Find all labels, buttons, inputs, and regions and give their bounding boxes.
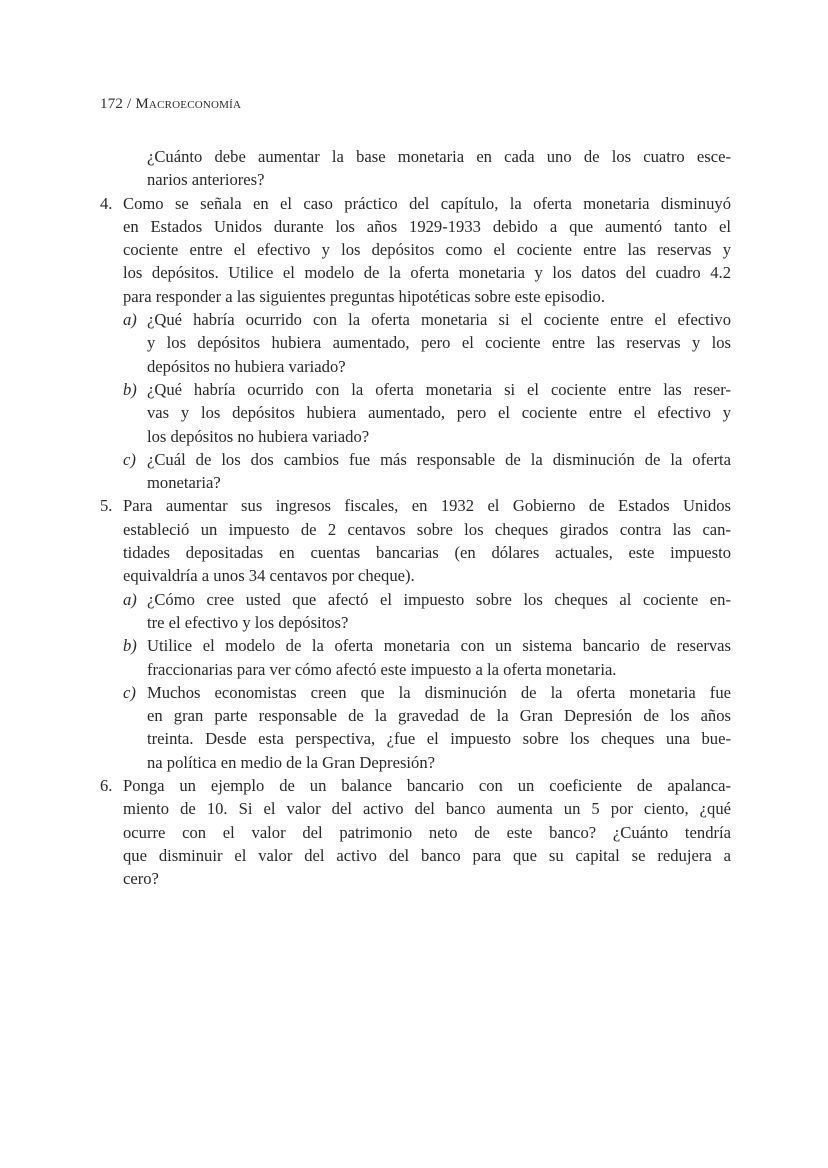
text-line: ¿Qué habría ocurrido con la oferta monetaria si el cociente entre las reser- bbox=[147, 379, 731, 399]
text-line: ¿Cuál de los dos cambios fue más responsable de la disminución de la oferta bbox=[147, 449, 731, 469]
continuation-paragraph bbox=[100, 145, 731, 192]
text-line: ocurre con el valor del patrimonio neto de este banco? ¿Cuánto tendría bbox=[123, 822, 731, 842]
exercise-list bbox=[100, 145, 731, 891]
text-line: para responder a las siguientes preguntas hipotéticas sobre este episodio. bbox=[123, 286, 605, 306]
text-line: estableció un impuesto de 2 centavos sobre los cheques girados contra las can- bbox=[123, 519, 731, 539]
text-line: ¿Cuánto debe aumentar la base monetaria en cada uno de los cuatro esce- bbox=[147, 147, 731, 166]
text-line: na política en medio de la Gran Depresión? bbox=[147, 752, 435, 772]
item-marker: 6. bbox=[100, 776, 113, 796]
item-marker: b) bbox=[123, 636, 137, 656]
exercise-subitem bbox=[100, 448, 731, 495]
text-line: Utilice el modelo de la oferta monetaria con un sistema bancario de reservas bbox=[147, 636, 731, 656]
text-line: Como se señala en el caso práctico del capítulo, la oferta monetaria disminuyó bbox=[123, 193, 731, 213]
text-line: monetaria? bbox=[147, 473, 221, 493]
text-line: que disminuir el valor del activo del banco para que su capital se redujera a bbox=[123, 845, 731, 865]
item-marker: 4. bbox=[100, 193, 113, 213]
text-line: cociente entre el efectivo y los depósitos como el cociente entre las reservas y bbox=[123, 240, 731, 260]
text-line: depósitos no hubiera variado? bbox=[147, 356, 346, 376]
text-line: Muchos economistas creen que la disminución de la oferta monetaria fue bbox=[147, 682, 731, 702]
item-marker: 5. bbox=[100, 496, 113, 516]
item-marker: a) bbox=[123, 589, 137, 609]
text-line: equivaldría a unos 34 centavos por cheque). bbox=[123, 566, 415, 586]
exercise-subitem bbox=[100, 681, 731, 774]
text-line: en Estados Unidos durante los años 1929-1933 debido a que aumentó tanto el bbox=[123, 216, 731, 236]
header-separator: / bbox=[123, 96, 136, 112]
text-line: tre el efectivo y los depósitos? bbox=[147, 612, 349, 632]
text-line: treinta. Desde esta perspectiva, ¿fue el impuesto sobre los cheques una bue- bbox=[147, 729, 731, 749]
text-line: narios anteriores? bbox=[147, 170, 265, 190]
exercise-subitem bbox=[100, 588, 731, 635]
item-marker: b) bbox=[123, 379, 137, 399]
text-line: cero? bbox=[123, 869, 159, 889]
text-line: fraccionarias para ver cómo afectó este impuesto a la oferta monetaria. bbox=[147, 659, 617, 679]
item-marker: c) bbox=[123, 682, 136, 702]
running-title: Macroeconomía bbox=[135, 96, 242, 112]
text-line: ¿Qué habría ocurrido con la oferta monetaria si el cociente entre el efectivo bbox=[147, 310, 731, 330]
text-line: los depósitos. Utilice el modelo de la oferta monetaria y los datos del cuadro 4.2 bbox=[123, 263, 731, 283]
exercise-item bbox=[100, 774, 731, 890]
item-marker: a) bbox=[123, 310, 137, 330]
exercise-item bbox=[100, 494, 731, 587]
text-line: vas y los depósitos hubiera aumentado, pero el cociente entre el efectivo y bbox=[147, 403, 731, 423]
exercise-subitem bbox=[100, 378, 731, 448]
exercise-item bbox=[100, 192, 731, 308]
text-line: tidades depositadas en cuentas bancarias (en dólares actuales, este impuesto bbox=[123, 543, 731, 563]
exercise-subitem bbox=[100, 308, 731, 378]
text-line: ¿Cómo cree usted que afectó el impuesto sobre los cheques al cociente en- bbox=[147, 589, 731, 609]
text-line: Ponga un ejemplo de un balance bancario con un coeficiente de apalanca- bbox=[123, 776, 731, 796]
exercise-subitem bbox=[100, 634, 731, 681]
text-line: miento de 10. Si el valor del activo del banco aumenta un 5 por ciento, ¿qué bbox=[123, 799, 731, 819]
page-number: 172 bbox=[100, 96, 124, 112]
running-header bbox=[100, 96, 241, 113]
text-line: los depósitos no hubiera variado? bbox=[147, 426, 370, 446]
text-line: Para aumentar sus ingresos fiscales, en 1932 el Gobierno de Estados Unidos bbox=[123, 496, 731, 516]
text-line: en gran parte responsable de la gravedad de la Gran Depresión de los años bbox=[147, 706, 731, 726]
item-marker: c) bbox=[123, 449, 136, 469]
text-line: y los depósitos hubiera aumentado, pero el cociente entre las reservas y los bbox=[147, 333, 731, 353]
